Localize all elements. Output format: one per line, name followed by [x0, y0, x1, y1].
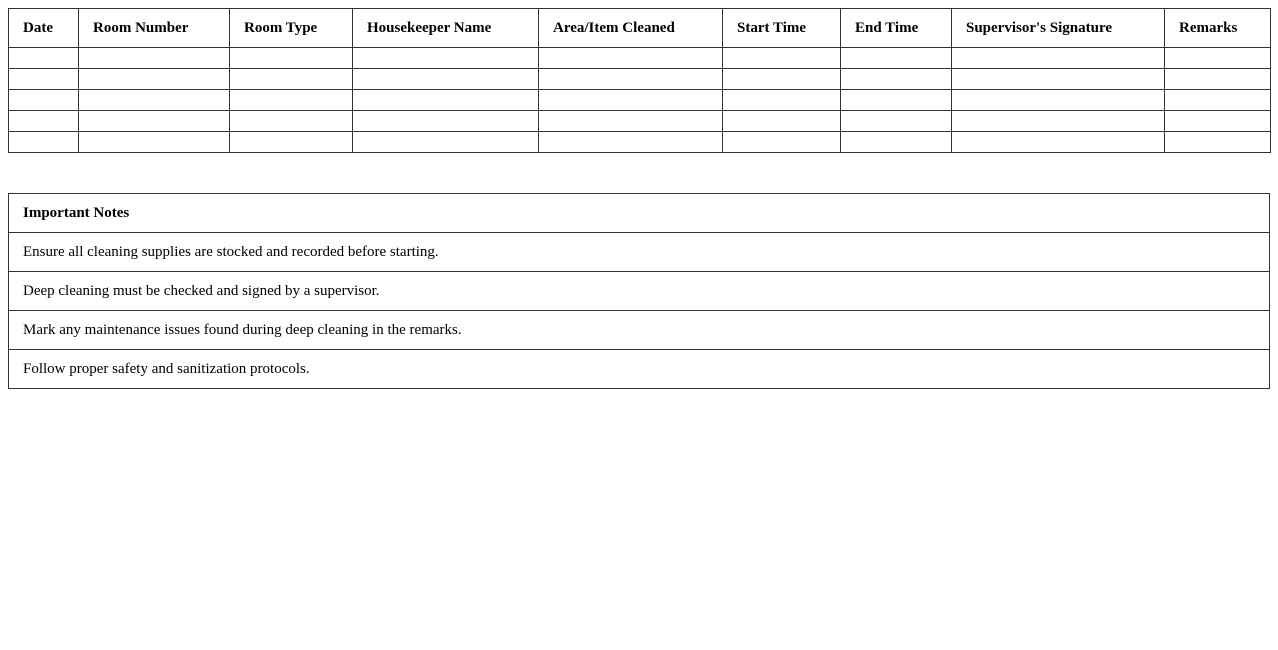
table-cell: [353, 111, 539, 132]
table-cell: [841, 90, 952, 111]
table-cell: [353, 132, 539, 153]
table-cell: [952, 69, 1165, 90]
note-item: Ensure all cleaning supplies are stocked and recorded before starting.: [9, 233, 1270, 272]
column-header: Remarks: [1165, 9, 1271, 48]
note-row: [9, 272, 1270, 311]
table-cell: [539, 69, 723, 90]
column-header: End Time: [841, 9, 952, 48]
table-cell: [353, 90, 539, 111]
note-row: [9, 311, 1270, 350]
table-cell: [230, 90, 353, 111]
table-cell: [79, 111, 230, 132]
note-row: [9, 233, 1270, 272]
table-cell: [841, 132, 952, 153]
table-cell: [9, 90, 79, 111]
table-cell: [723, 132, 841, 153]
table-cell: [353, 48, 539, 69]
note-item: Mark any maintenance issues found during deep cleaning in the remarks.: [9, 311, 1270, 350]
notes-header-row: [9, 194, 1270, 233]
table-cell: [79, 132, 230, 153]
table-cell: [230, 69, 353, 90]
table-cell: [723, 90, 841, 111]
table-cell: [1165, 111, 1271, 132]
table-cell: [1165, 48, 1271, 69]
table-cell: [9, 48, 79, 69]
table-cell: [353, 69, 539, 90]
table-cell: [723, 69, 841, 90]
table-cell: [841, 111, 952, 132]
note-row: [9, 350, 1270, 389]
table-cell: [952, 48, 1165, 69]
table-row: [9, 90, 1271, 111]
cleaning-log-table: [8, 8, 1271, 153]
table-cell: [539, 90, 723, 111]
table-cell: [9, 132, 79, 153]
important-notes-table: [8, 193, 1270, 389]
table-cell: [952, 111, 1165, 132]
column-header: Supervisor's Signature: [952, 9, 1165, 48]
column-header: Room Number: [79, 9, 230, 48]
table-cell: [1165, 90, 1271, 111]
table-cell: [1165, 69, 1271, 90]
table-cell: [9, 111, 79, 132]
table-cell: [841, 48, 952, 69]
table-cell: [952, 90, 1165, 111]
table-row: [9, 48, 1271, 69]
table-cell: [723, 111, 841, 132]
column-header: Date: [9, 9, 79, 48]
note-item: Deep cleaning must be checked and signed by a supervisor.: [9, 272, 1270, 311]
table-cell: [230, 48, 353, 69]
column-header: Housekeeper Name: [353, 9, 539, 48]
note-item: Follow proper safety and sanitization protocols.: [9, 350, 1270, 389]
table-cell: [79, 69, 230, 90]
notes-title: Important Notes: [9, 194, 1270, 233]
table-cell: [79, 90, 230, 111]
table-cell: [230, 132, 353, 153]
table-cell: [230, 111, 353, 132]
table-cell: [539, 111, 723, 132]
table-cell: [952, 132, 1165, 153]
table-cell: [1165, 132, 1271, 153]
table-cell: [79, 48, 230, 69]
table-row: [9, 111, 1271, 132]
table-header-row: [9, 9, 1271, 48]
table-row: [9, 132, 1271, 153]
table-cell: [539, 48, 723, 69]
table-cell: [723, 48, 841, 69]
table-cell: [9, 69, 79, 90]
column-header: Area/Item Cleaned: [539, 9, 723, 48]
table-row: [9, 69, 1271, 90]
table-cell: [841, 69, 952, 90]
column-header: Start Time: [723, 9, 841, 48]
column-header: Room Type: [230, 9, 353, 48]
table-cell: [539, 132, 723, 153]
